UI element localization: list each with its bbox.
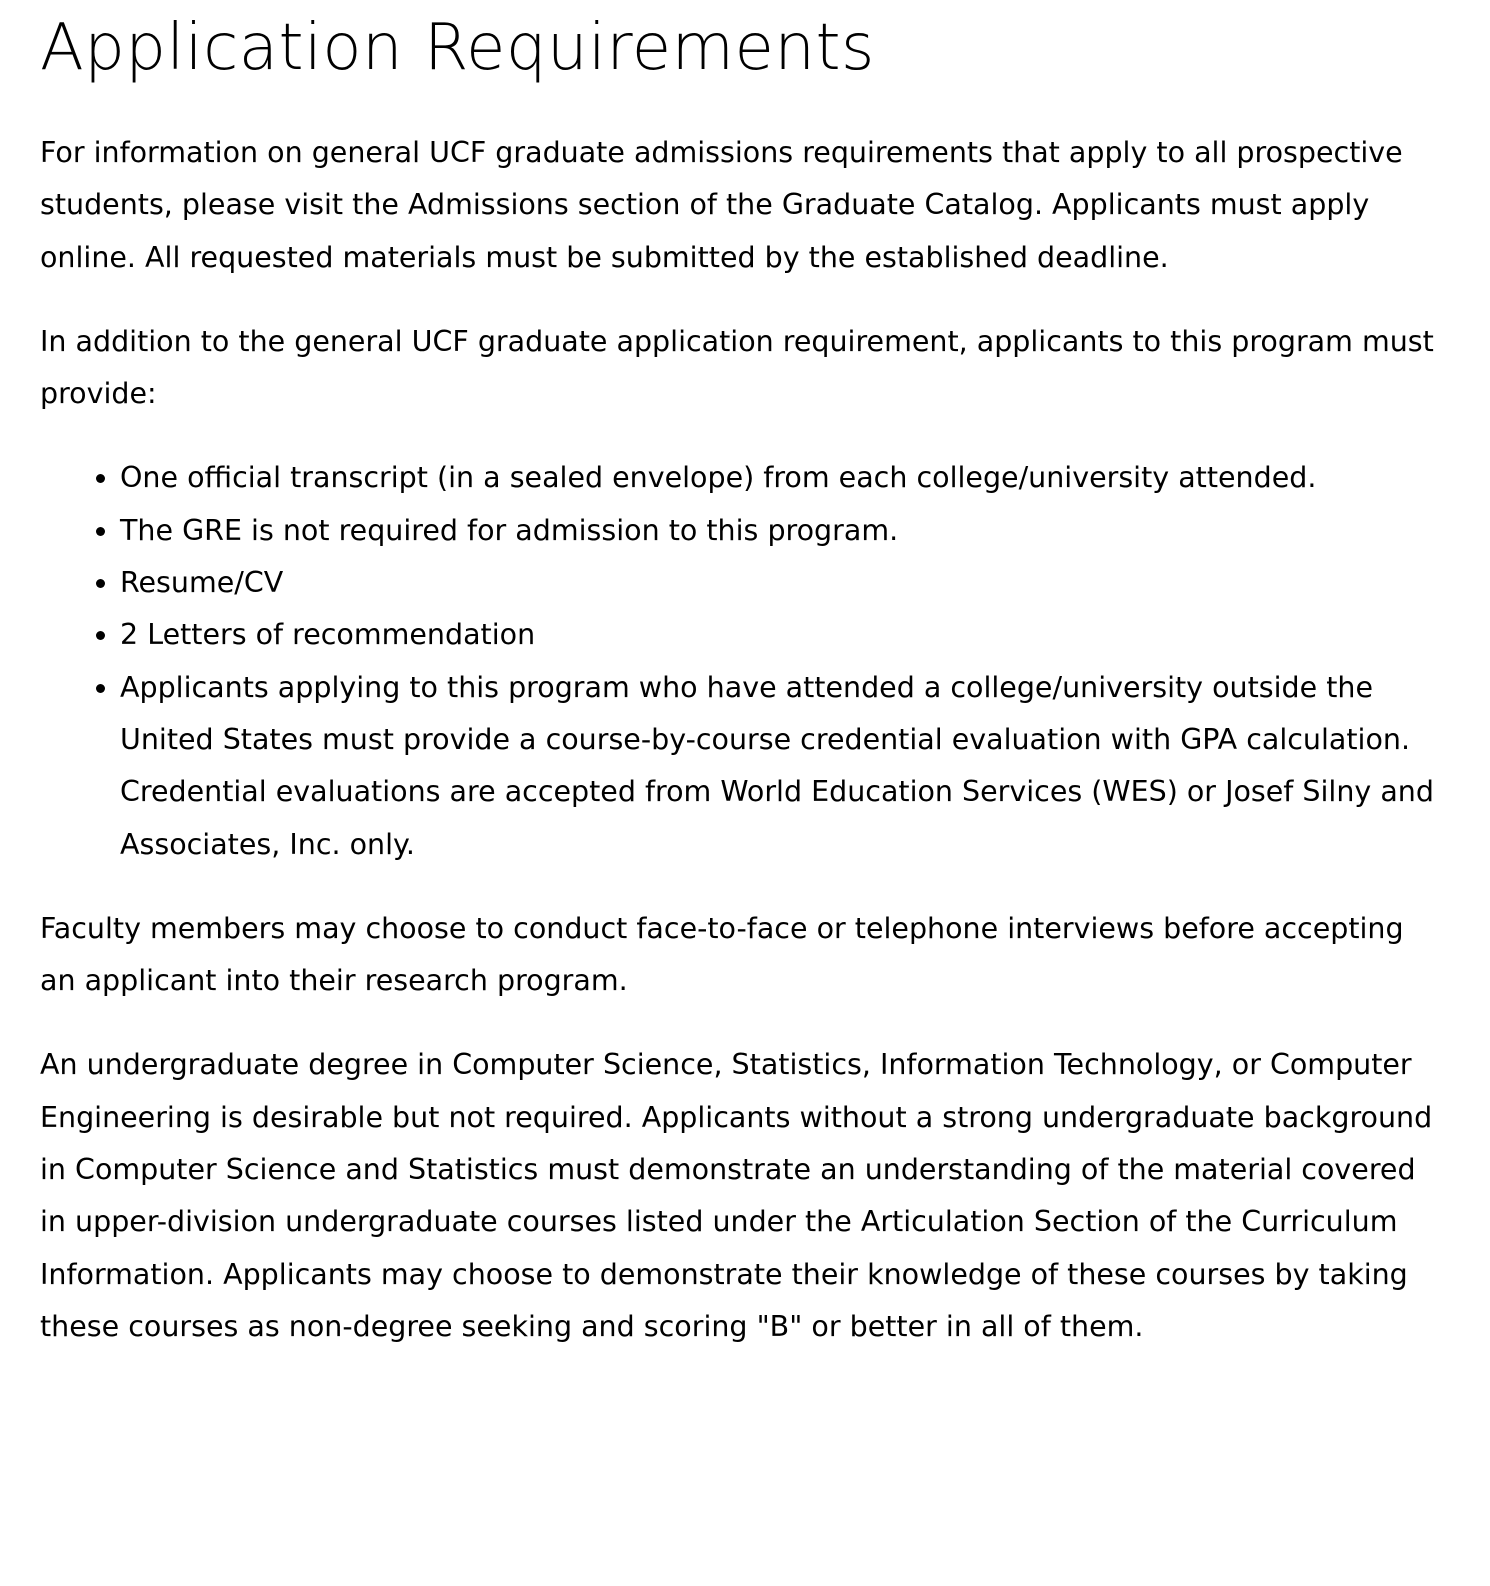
list-item: • One official transcript (in a sealed envelope) from each college/university attended. [120,452,1440,504]
list-item: • 2 Letters of recommendation [120,609,1440,661]
list-item: • The GRE is not required for admission to this program. [120,505,1440,557]
list-item: • Applicants applying to this program who have attended a college/university outside the United States must provide a course-by-course credential evaluation with GPA calculation. Credential evaluations are accepted from World Education Services (WES) or Josef Silny and Associates, Inc. only. [120,662,1440,871]
program-requirements-intro: In addition to the general UCF graduate application requirement, applicants to this program must provide: [40,324,1434,411]
general-requirements-paragraph: For information on general UCF graduate admissions requirements that apply to all prospective students, please visit the Admissions section of the Graduate Catalog. Applicants must apply online. All requested materials must be submitted by the established deadline. [40,136,1403,274]
interviews-paragraph: Faculty members may choose to conduct face-to-face or telephone interviews before accepting an applicant into their research program. [40,911,1404,998]
requirements-list [40,452,1440,870]
list-item: • Resume/CV [120,557,1440,609]
undergraduate-background-paragraph: An undergraduate degree in Computer Science, Statistics, Information Technology, or Computer Engineering is desirable but not required. Applicants without a strong undergraduate background in Computer Science and Statistics must demonstrate an understanding of the material covered in upper-division undergraduate courses listed under the Articulation Section of the Curriculum Information. Applicants may choose to demonstrate their knowledge of these courses by taking these courses as non-degree seeking and scoring "B" or better in all of them. [40,1048,1433,1343]
application-requirements-section [40,0,1440,1353]
page-title: Application Requirements [40,11,875,85]
